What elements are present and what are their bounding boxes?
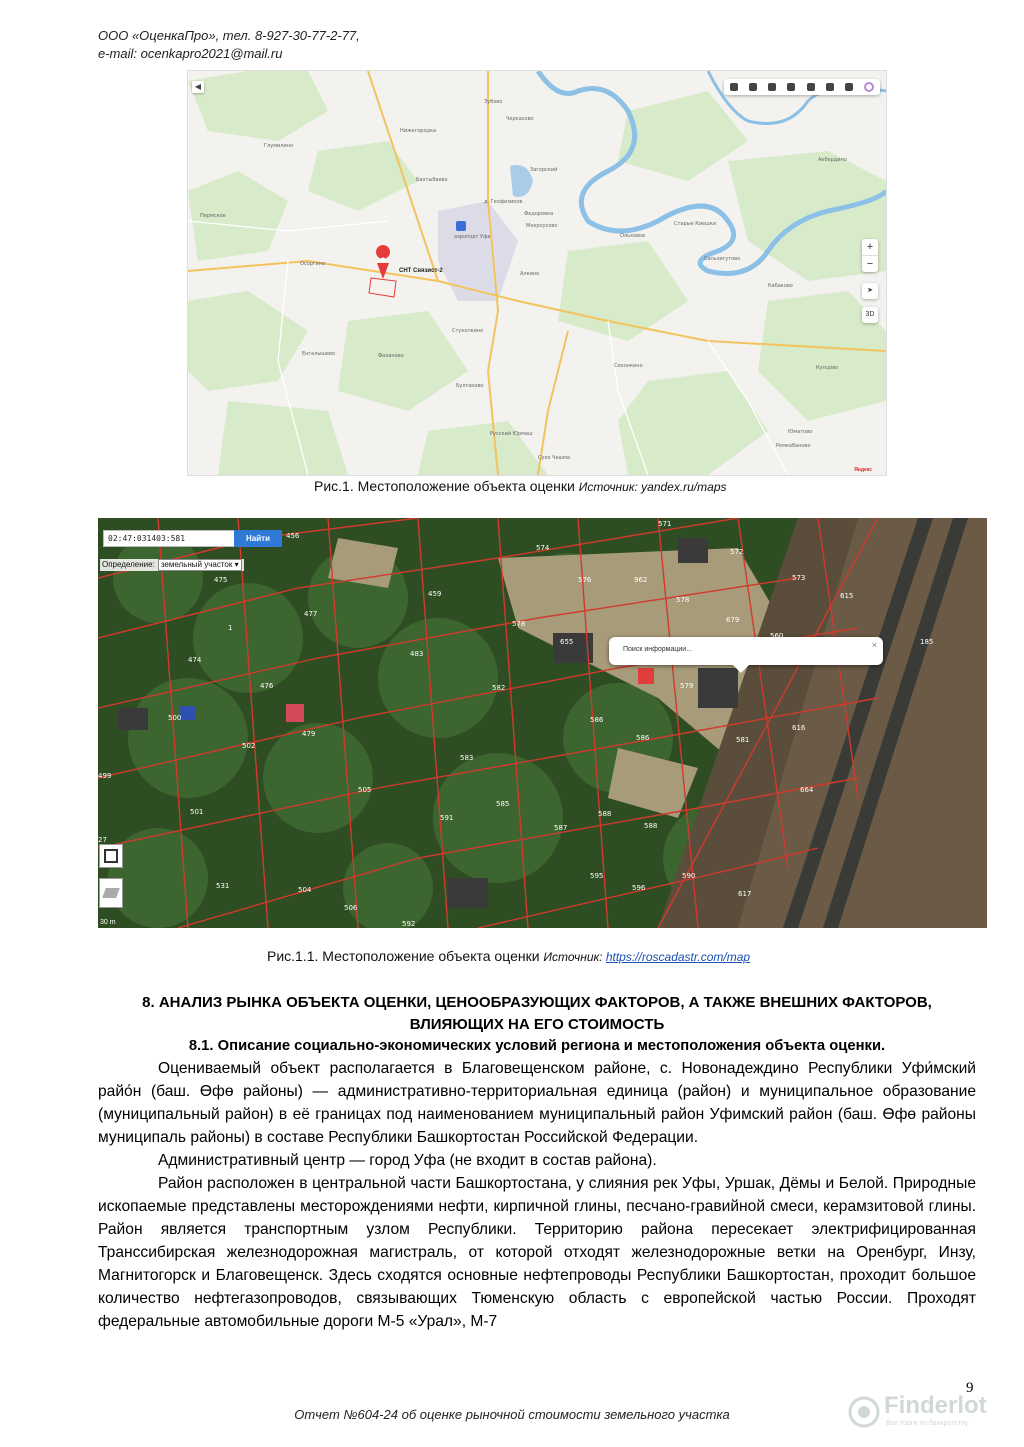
map-place-label: Стуколкино bbox=[452, 328, 484, 334]
map-place-label: Фаханово bbox=[378, 353, 404, 359]
plot-number[interactable]: 572 bbox=[730, 548, 744, 556]
map-place-label: Зубово bbox=[484, 99, 503, 105]
page-number: 9 bbox=[966, 1380, 974, 1396]
plot-number[interactable]: 655 bbox=[560, 638, 574, 646]
map-place-label: Акбердино bbox=[818, 157, 847, 163]
definition-row bbox=[100, 559, 244, 571]
map-place-label: Сихонкино bbox=[614, 363, 643, 369]
plot-number[interactable]: 586 bbox=[636, 734, 650, 742]
paragraph: Район расположен в центральной части Башкортостана, у слияния рек Уфы, Уршак, Дёмы и Белой. Природные ископаемые представлены месторождениями нефти, кирпичной глины, песчано-гравийной смеси, керамзитовой глины. Район является транспортным узлом Республики. Территорию района пересекает электрифицированная Транссибирская железнодорожная магистраль, от которой отходят железнодорожные ветки на Оренбург, Инзу, Магнитогорск и Благовещенск. Здесь сходятся основные нефтепроводы Республики Башкортостан, проходит большое количество нефтегазопроводов, связывающих Тюменскую область с европейской частью России. Проходят федеральные автомобильные дороги М-5 «Урал», М-7 bbox=[98, 1175, 976, 1330]
cadastral-number-input[interactable]: 02:47:031403:581 bbox=[103, 530, 241, 547]
search-button[interactable]: Найти bbox=[234, 530, 282, 547]
plot-number[interactable]: 615 bbox=[840, 592, 854, 600]
fullscreen-icon bbox=[104, 849, 118, 863]
figure-caption-1 bbox=[314, 478, 727, 494]
transport-icon[interactable] bbox=[787, 83, 795, 91]
plot-number[interactable]: 501 bbox=[190, 808, 204, 816]
watermark-subtitle: Все торги по банкротству bbox=[886, 1420, 969, 1427]
map-scale: 30 m bbox=[100, 919, 116, 926]
map-place-label: Осоргино bbox=[300, 261, 326, 267]
plot-number[interactable]: 588 bbox=[598, 810, 612, 818]
plot-number[interactable]: 616 bbox=[792, 724, 806, 732]
3d-button[interactable]: 3D bbox=[862, 307, 878, 323]
map-place-label: Сухо Чешма bbox=[538, 455, 570, 461]
layers-icon[interactable] bbox=[768, 83, 776, 91]
subsection-title: 8.1. Описание социально-экономических условий региона и местоположения объекта оценки. bbox=[188, 1038, 886, 1054]
plot-number[interactable]: 505 bbox=[358, 786, 372, 794]
source-link[interactable]: https://roscadastr.com/map bbox=[605, 950, 751, 964]
map-place-label: Глумилино bbox=[264, 143, 293, 149]
layers-button[interactable] bbox=[99, 878, 123, 908]
paragraph: Оцениваемый объект располагается в Благовещенском районе, с. Новонадеждино Республики Уфи́мский райо́н (баш. Өфө районы) — административно-территориальная единица (район) и муниципальное образование (муниципальный район) в её границах под наименованием муниципальный район Уфимский район (баш. Өфө районы муниципаль районы) в составе Республики Башкортостан Российской Федерации. bbox=[98, 1060, 976, 1146]
plot-number[interactable]: 578 bbox=[512, 620, 526, 628]
zoom-out-button[interactable]: − bbox=[862, 255, 878, 272]
plot-number[interactable]: 587 bbox=[554, 824, 568, 832]
close-icon[interactable]: × bbox=[871, 640, 877, 650]
map-place-label: д. Геофизиков bbox=[484, 199, 523, 205]
map-place-label: Ольховое bbox=[620, 233, 646, 239]
ruler-icon[interactable] bbox=[826, 83, 834, 91]
definition-select-value: земельный участок bbox=[160, 560, 233, 569]
plot-number[interactable]: 679 bbox=[726, 616, 740, 624]
map-place-label: Мокроусово bbox=[526, 223, 558, 229]
section-title bbox=[98, 992, 976, 1036]
geolocation-button[interactable]: ➤ bbox=[862, 283, 878, 299]
plot-number[interactable]: 477 bbox=[304, 610, 318, 618]
map-place-label: Енгалышево bbox=[302, 351, 335, 357]
plot-number[interactable]: 456 bbox=[286, 532, 300, 540]
map-place-label: Юматово bbox=[788, 429, 813, 435]
map-place-label: Черкасово bbox=[506, 116, 534, 122]
bus-icon[interactable] bbox=[807, 83, 815, 91]
definition-label: Определение: bbox=[102, 560, 155, 569]
map-place-label: Булгаково bbox=[456, 383, 484, 389]
plot-number[interactable]: 583 bbox=[460, 754, 474, 762]
plot-number[interactable]: 185 bbox=[920, 638, 934, 646]
plot-number[interactable]: 459 bbox=[428, 590, 442, 598]
section-title-line-2: ВЛИЯЮЩИХ НА ЕГО СТОИМОСТЬ bbox=[409, 1016, 665, 1033]
header-company-line: ООО «ОценкаПро», тел. 8-927-30-77-2-77, bbox=[98, 28, 360, 43]
finderlot-watermark bbox=[848, 1392, 1018, 1432]
more-icon[interactable] bbox=[845, 83, 853, 91]
plot-number[interactable]: 499 bbox=[98, 772, 112, 780]
map-place-label: Нижегородка bbox=[400, 128, 437, 134]
plot-number[interactable]: 962 bbox=[634, 576, 648, 584]
profile-icon[interactable] bbox=[864, 82, 874, 92]
plot-number[interactable]: 571 bbox=[658, 520, 672, 528]
body-text bbox=[98, 1057, 976, 1333]
watermark-name: Finderlot bbox=[884, 1392, 987, 1419]
popup-tail bbox=[733, 665, 749, 673]
caption-source: Источник: bbox=[543, 950, 606, 964]
map-place-label: Алкино bbox=[520, 271, 540, 277]
satellite-background bbox=[98, 518, 987, 928]
plot-number[interactable]: 576 bbox=[578, 576, 592, 584]
map-place-label: аэропорт Уфа bbox=[454, 234, 491, 240]
caption-text: Рис.1. Местоположение объекта оценки bbox=[314, 478, 579, 494]
traffic-icon[interactable] bbox=[730, 83, 738, 91]
plot-number[interactable]: 579 bbox=[680, 682, 694, 690]
plot-number[interactable]: 27 bbox=[98, 836, 107, 844]
plot-number[interactable]: 483 bbox=[410, 650, 424, 658]
panorama-icon[interactable] bbox=[749, 83, 757, 91]
map-place-label: Старые Киешки bbox=[674, 221, 716, 227]
map-place-label: Кабаково bbox=[768, 283, 793, 289]
map-place-label: Федоровка bbox=[524, 211, 554, 217]
plot-number[interactable]: 588 bbox=[644, 822, 658, 830]
map-place-label: Ремкабаново bbox=[776, 443, 811, 449]
map-pin-label: СНТ Связист-2 bbox=[399, 268, 443, 274]
plot-number[interactable]: 591 bbox=[440, 814, 454, 822]
plot-number[interactable]: 475 bbox=[214, 576, 228, 584]
layers-icon bbox=[102, 888, 120, 898]
zoom-in-button[interactable]: + bbox=[866, 241, 874, 253]
map-place-label: Загорский bbox=[530, 167, 558, 173]
section-title-line-1: 8. АНАЛИЗ РЫНКА ОБЪЕКТА ОЦЕНКИ, ЦЕНООБРАЗУЮЩИХ ФАКТОРОВ, А ТАКЖЕ ВНЕШНИХ ФАКТОРОВ, bbox=[142, 994, 932, 1011]
cadastral-map[interactable] bbox=[98, 518, 987, 928]
plot-number[interactable]: 573 bbox=[792, 574, 806, 582]
fullscreen-button[interactable] bbox=[99, 844, 123, 868]
plot-number[interactable]: 586 bbox=[590, 716, 604, 724]
header-email-line: e-mail: ocenkapro2021@mail.ru bbox=[98, 46, 283, 61]
watermark-logo-icon bbox=[848, 1396, 880, 1428]
figure-caption-2 bbox=[267, 948, 750, 964]
plot-number[interactable]: 476 bbox=[260, 682, 274, 690]
caption-source: Источник: yandex.ru/maps bbox=[578, 480, 727, 494]
plot-number[interactable]: 578 bbox=[676, 596, 690, 604]
plot-number[interactable]: 596 bbox=[632, 884, 646, 892]
map-toolbar bbox=[724, 79, 880, 95]
report-footer: Отчет №604-24 об оценке рыночной стоимости земельного участка bbox=[294, 1407, 730, 1422]
info-popup bbox=[609, 637, 883, 665]
plot-number[interactable]: 590 bbox=[682, 872, 696, 880]
map-place-label: Бахтыбаево bbox=[416, 177, 448, 183]
report-header bbox=[98, 27, 360, 63]
map-place-label: Купцово bbox=[816, 365, 839, 371]
map-place-label: Русский Юрмаш bbox=[490, 431, 533, 437]
plot-number[interactable]: 582 bbox=[492, 684, 506, 692]
map-place-label: Пермское bbox=[200, 213, 226, 219]
plot-number[interactable]: 474 bbox=[188, 656, 202, 664]
plot-number[interactable]: 592 bbox=[402, 920, 416, 928]
yandex-map[interactable] bbox=[187, 70, 887, 476]
plot-number[interactable]: 595 bbox=[590, 872, 604, 880]
popup-text: Поиск информации... bbox=[623, 646, 693, 653]
caption-text: Рис.1.1. Местоположение объекта оценки bbox=[267, 948, 544, 964]
plot-number[interactable]: 504 bbox=[298, 886, 312, 894]
plot-number[interactable]: 506 bbox=[344, 904, 358, 912]
plot-number[interactable]: 531 bbox=[216, 882, 230, 890]
plot-number[interactable]: 581 bbox=[736, 736, 750, 744]
definition-select[interactable]: земельный участок ▾ bbox=[158, 559, 242, 571]
map-place-label: Сальзигутово bbox=[704, 256, 741, 262]
plot-number[interactable]: 560 bbox=[770, 632, 784, 640]
plot-number[interactable]: 585 bbox=[496, 800, 510, 808]
plot-number[interactable]: 1 bbox=[228, 624, 233, 632]
plot-number[interactable]: 617 bbox=[738, 890, 752, 898]
yandex-logo: Яндекс bbox=[854, 467, 872, 473]
map-back-button[interactable]: ◀ bbox=[192, 81, 204, 93]
plot-number[interactable]: 502 bbox=[242, 742, 256, 750]
paragraph: Административный центр — город Уфа (не входит в состав района). bbox=[158, 1152, 657, 1169]
plot-number[interactable]: 574 bbox=[536, 544, 550, 552]
zoom-control bbox=[862, 239, 878, 272]
plot-number[interactable]: 664 bbox=[800, 786, 814, 794]
plot-number[interactable]: 500 bbox=[168, 714, 182, 722]
plot-number[interactable]: 479 bbox=[302, 730, 316, 738]
